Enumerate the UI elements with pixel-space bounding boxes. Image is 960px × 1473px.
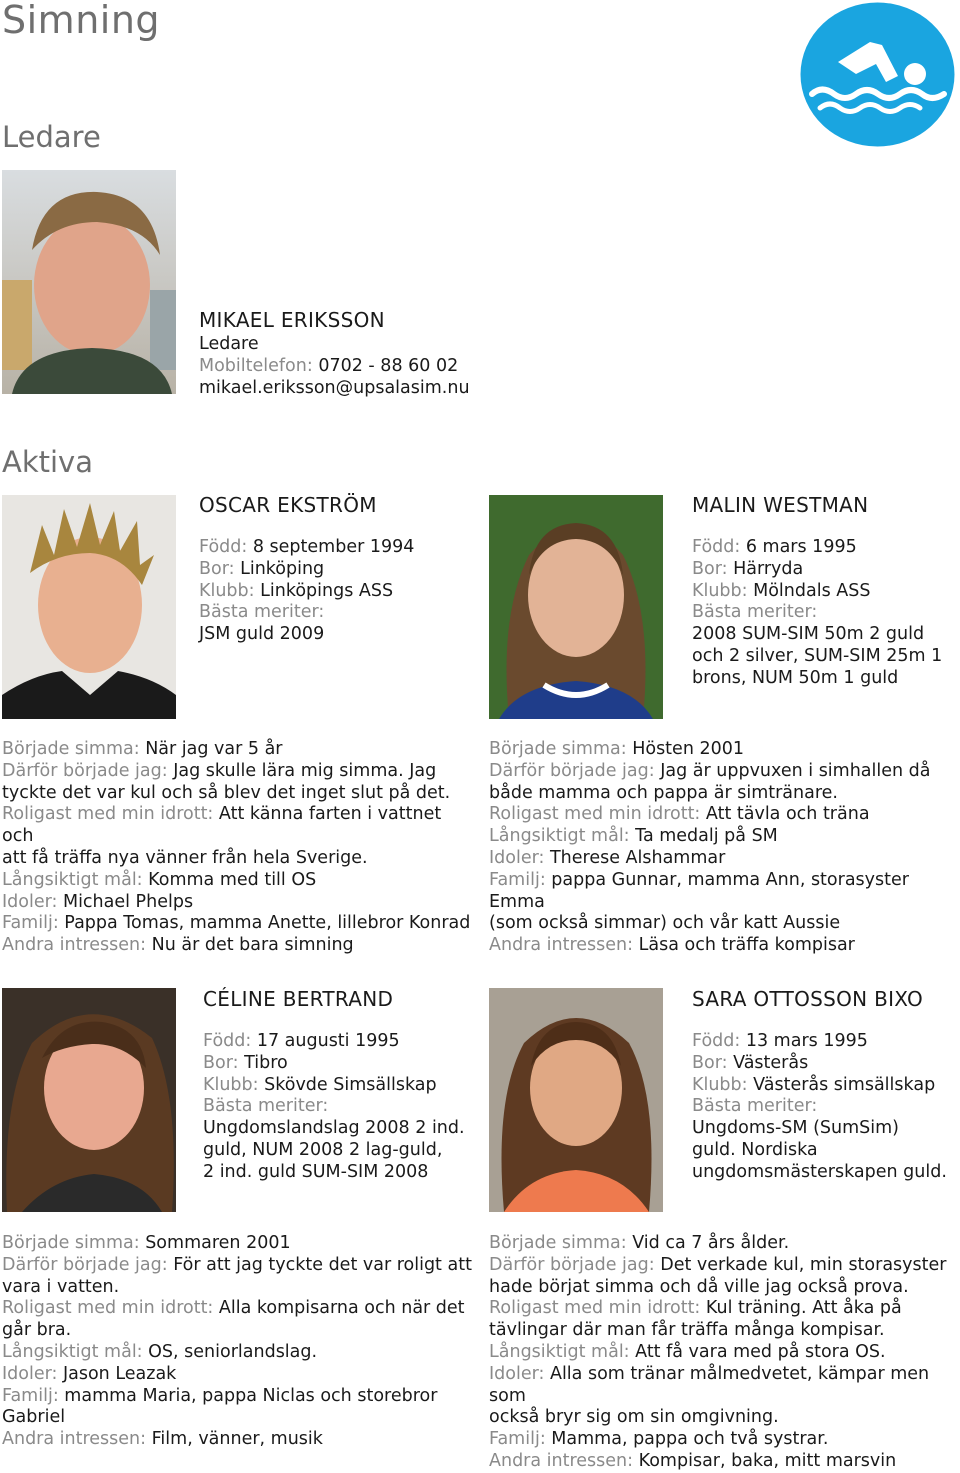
interests-label: Andra intressen:: [2, 935, 147, 956]
club-value: Skövde Simsällskap: [264, 1074, 437, 1095]
leader-role: Ledare: [199, 334, 259, 354]
idols-value: Alla som tränar målmedvetet, kämpar men som: [489, 1363, 930, 1406]
athlete-photo-celine: [2, 988, 176, 1212]
why-label: Därför började jag:: [489, 1254, 655, 1275]
idols-label: Idoler:: [489, 1363, 545, 1384]
athlete-bio-sara: [489, 1233, 959, 1473]
merits-line: brons, NUM 50m 1 guld: [692, 667, 899, 688]
goal-value: OS, seniorlandslag.: [148, 1341, 318, 1362]
athlete-photo-sara: [489, 988, 663, 1212]
goal-value: Komma med till OS: [148, 869, 317, 890]
club-value: Västerås simsällskap: [753, 1074, 936, 1095]
family-label: Familj:: [489, 869, 546, 890]
athlete-bio-oscar: [2, 739, 472, 957]
leader-photo: [2, 170, 176, 394]
interests-label: Andra intressen:: [489, 935, 634, 956]
leader-email[interactable]: mikael.eriksson@upsalasim.nu: [199, 377, 470, 398]
goal-label: Långsiktigt mål:: [2, 869, 143, 890]
merits-line: Ungdomslandslag 2008 2 ind.: [203, 1118, 465, 1139]
club-label: Klubb:: [203, 1074, 259, 1095]
section-heading-active: Aktiva: [2, 445, 93, 479]
lives-label: Bor:: [692, 558, 728, 579]
merits-line: guld. Nordiska: [692, 1139, 818, 1160]
why-value: Det verkade kul, min storasyster: [660, 1254, 947, 1275]
swimmer-icon: [800, 2, 955, 147]
interests-label: Andra intressen:: [489, 1450, 634, 1471]
section-heading-leaders: Ledare: [2, 120, 101, 154]
started-value: Sommaren 2001: [145, 1233, 291, 1253]
merits-line: och 2 silver, SUM-SIM 25m 1: [692, 645, 943, 666]
athlete-name: SARA OTTOSSON BIXO: [692, 987, 924, 1011]
lives-value: Tibro: [244, 1052, 288, 1073]
leader-name: MIKAEL ERIKSSON: [199, 308, 385, 332]
family-value-cont: Gabriel: [2, 1407, 66, 1428]
athlete-bio-malin: [489, 739, 959, 957]
page-title: Simning: [2, 0, 161, 42]
started-value: Vid ca 7 års ålder.: [632, 1233, 790, 1253]
started-label: Började simma:: [2, 1233, 140, 1253]
interests-value: Film, vänner, musik: [151, 1429, 323, 1450]
merits-label: Bästa meriter:: [692, 1096, 818, 1117]
merits-line: Ungdoms-SM (SumSim): [692, 1118, 899, 1139]
started-label: Började simma:: [489, 1233, 627, 1253]
fun-value: Att tävla och träna: [705, 804, 870, 825]
family-label: Familj:: [2, 1385, 59, 1406]
fun-value-cont: går bra.: [2, 1320, 72, 1341]
interests-value: Nu är det bara simning: [151, 935, 354, 956]
started-value: Hösten 2001: [632, 739, 745, 759]
idols-value: Jason Leazak: [62, 1363, 177, 1384]
why-value: Jag är uppvuxen i simhallen då: [660, 760, 931, 781]
merits-label: Bästa meriter:: [199, 602, 325, 623]
born-label: Född:: [199, 537, 248, 557]
merits-line: 2 ind. guld SUM-SIM 2008: [203, 1161, 429, 1182]
lives-label: Bor:: [692, 1052, 728, 1073]
goal-label: Långsiktigt mål:: [489, 826, 630, 847]
athlete-photo-oscar: [2, 495, 176, 719]
fun-label: Roligast med min idrott:: [489, 1298, 701, 1319]
club-label: Klubb:: [692, 580, 748, 601]
idols-value: Therese Alshammar: [549, 847, 726, 868]
merits-line: ungdomsmästerskapen guld.: [692, 1161, 947, 1182]
started-label: Började simma:: [489, 739, 627, 759]
merits-line: guld, NUM 2008 2 lag-guld,: [203, 1139, 443, 1160]
fun-value-cont: tävlingar där man får träffa många kompisar.: [489, 1320, 885, 1341]
born-value: 13 mars 1995: [745, 1031, 868, 1051]
why-label: Därför började jag:: [2, 760, 168, 781]
leader-phone[interactable]: 0702 - 88 60 02: [318, 355, 459, 376]
goal-label: Långsiktigt mål:: [2, 1341, 143, 1362]
idols-value: Michael Phelps: [62, 891, 194, 912]
goal-label: Långsiktigt mål:: [489, 1341, 630, 1362]
athlete-name: CÉLINE BERTRAND: [203, 987, 394, 1011]
athlete-name: OSCAR EKSTRÖM: [199, 493, 377, 517]
lives-label: Bor:: [203, 1052, 239, 1073]
born-label: Född:: [692, 1031, 741, 1051]
family-value: Mamma, pappa och två systrar.: [551, 1429, 829, 1450]
why-value: Jag skulle lära mig simma. Jag: [173, 760, 437, 781]
fun-value: Kul träning. Att åka på: [705, 1298, 902, 1319]
why-value-cont: vara i vatten.: [2, 1276, 120, 1297]
club-label: Klubb:: [199, 580, 255, 601]
club-value: Linköpings ASS: [260, 580, 394, 601]
born-value: 6 mars 1995: [745, 537, 857, 557]
fun-value: Att känna farten i vattnet och: [2, 804, 442, 847]
family-value: Pappa Tomas, mamma Anette, lillebror Konrad: [64, 913, 471, 934]
lives-label: Bor:: [199, 558, 235, 579]
why-label: Därför började jag:: [2, 1254, 168, 1275]
lives-value: Västerås: [733, 1052, 809, 1073]
lives-value: Linköping: [240, 558, 325, 579]
family-value-cont: (som också simmar) och vår katt Aussie: [489, 913, 841, 934]
interests-label: Andra intressen:: [2, 1429, 147, 1450]
why-value-cont: tyckte det var kul och så blev det inget slut på det.: [2, 782, 451, 803]
fun-label: Roligast med min idrott:: [2, 804, 214, 825]
fun-label: Roligast med min idrott:: [2, 1298, 214, 1319]
merits-line: 2008 SUM-SIM 50m 2 guld: [692, 624, 925, 645]
interests-value: Läsa och träffa kompisar: [638, 935, 855, 956]
fun-value-cont: att få träffa nya vänner från hela Sverige.: [2, 847, 368, 868]
athlete-photo-malin: [489, 495, 663, 719]
merits-line: JSM guld 2009: [199, 624, 325, 645]
why-label: Därför började jag:: [489, 760, 655, 781]
family-label: Familj:: [489, 1429, 546, 1450]
family-value: mamma Maria, pappa Niclas och storebror: [64, 1385, 438, 1406]
born-value: 8 september 1994: [252, 537, 415, 557]
started-label: Började simma:: [2, 739, 140, 759]
why-value-cont: både mamma och pappa är simtränare.: [489, 782, 838, 803]
fun-label: Roligast med min idrott:: [489, 804, 701, 825]
goal-value: Ta medalj på SM: [635, 826, 778, 847]
idols-value-cont: också bryr sig om sin omgivning.: [489, 1407, 779, 1428]
born-value: 17 augusti 1995: [256, 1031, 400, 1051]
club-value: Mölndals ASS: [753, 580, 871, 601]
why-value: För att jag tyckte det var roligt att: [173, 1254, 472, 1275]
interests-value: Kompisar, baka, mitt marsvin: [638, 1450, 897, 1471]
athlete-bio-celine: [2, 1233, 472, 1451]
born-label: Född:: [692, 537, 741, 557]
goal-value: Att få vara med på stora OS.: [635, 1341, 886, 1362]
merits-label: Bästa meriter:: [692, 602, 818, 623]
club-label: Klubb:: [692, 1074, 748, 1095]
why-value-cont: hade börjat simma och då ville jag också prova.: [489, 1276, 909, 1297]
family-value: pappa Gunnar, mamma Ann, storasyster Emma: [489, 869, 909, 912]
idols-label: Idoler:: [2, 891, 58, 912]
athlete-name: MALIN WESTMAN: [692, 493, 869, 517]
idols-label: Idoler:: [2, 1363, 58, 1384]
born-label: Född:: [203, 1031, 252, 1051]
idols-label: Idoler:: [489, 847, 545, 868]
lives-value: Härryda: [733, 558, 804, 579]
merits-label: Bästa meriter:: [203, 1096, 329, 1117]
family-label: Familj:: [2, 913, 59, 934]
phone-label: Mobiltelefon:: [199, 355, 313, 376]
fun-value: Alla kompisarna och när det: [218, 1298, 465, 1319]
started-value: När jag var 5 år: [145, 739, 283, 759]
